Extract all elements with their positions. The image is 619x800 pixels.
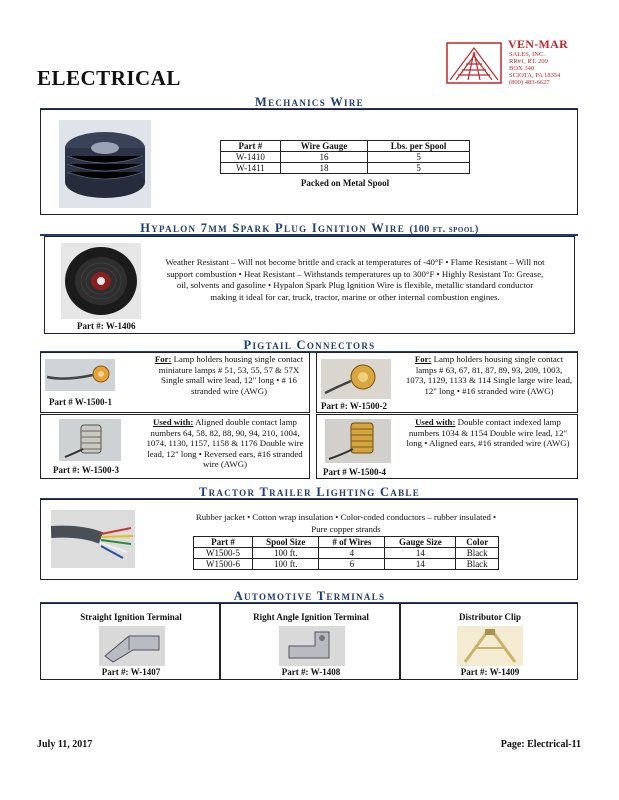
table-cell: W-1411	[221, 163, 281, 174]
pigtail-description	[149, 354, 309, 396]
section-heading-pigtail: Pigtail Connectors	[243, 338, 376, 352]
table-header: Color	[456, 537, 499, 548]
tractor-description: Rubber jacket • Cotton wrap insulation • Color-coded conductors – rubber insulated • Pure copper strands	[195, 512, 497, 534]
part-label: Part #: W-1408	[281, 667, 341, 677]
wire-spool-image-icon	[59, 120, 151, 208]
table-header: Gauge Size	[385, 537, 456, 548]
terminal-title: Straight Ignition Terminal	[80, 612, 182, 622]
packing-note: Packed on Metal Spool	[300, 178, 390, 188]
table-cell: 14	[385, 548, 456, 559]
table-header: Lbs. per Spool	[368, 141, 470, 152]
pigtail-text: Aligned double contact lamp numbers 64, 58, 82, 88, 90, 94, 210, 1004, 1074, 1130, 1157, 1158 & 1176 Double wire lead, 12" long • Reversed ears, #16 stranded wire (AWG)	[146, 417, 304, 469]
terminal-cell	[220, 603, 400, 680]
page-title: ELECTRICAL	[37, 66, 181, 90]
footer-date: July 11, 2017	[37, 739, 93, 750]
pigtail-grid	[40, 352, 578, 479]
table-header: Part #	[221, 141, 281, 152]
hypalon-description: Weather Resistant – Will not become brittle and crack at temperatures of -40°F • Flame Resistant – Will not support combustion • Heat Resistant – Withstands temperatures up to 300°F • Highly Resistant To: Grease, oil, solvents and gasoline • Hypalon Spark Plug Ignition Wire is flexible, metallic standard conductor making it ideal for car, truck, tractor, marine or other internal combustion engines.	[165, 257, 545, 302]
table-header: # of Wires	[319, 537, 385, 548]
table-cell: Black	[456, 559, 499, 570]
company-logo-icon	[446, 42, 502, 84]
table-cell: Black	[456, 548, 499, 559]
pigtail-cell	[316, 352, 578, 413]
distributor-clip-icon	[457, 626, 523, 666]
pigtail-lead: Used with:	[153, 417, 194, 427]
table-cell: 6	[319, 559, 385, 570]
part-label: Part #: W-1409	[460, 667, 520, 677]
pigtail-lead: Used with:	[415, 417, 456, 427]
table-cell: 100 ft.	[253, 559, 319, 570]
table-cell: W-1410	[221, 152, 281, 163]
straight-terminal-icon	[99, 626, 165, 666]
pigtail-description	[405, 354, 573, 396]
part-label: Part #: W-1407	[101, 667, 161, 677]
pigtail-connector-icon	[321, 359, 391, 399]
terminal-title: Right Angle Ignition Terminal	[253, 612, 369, 622]
tractor-table	[193, 536, 499, 570]
pigtail-lead: For:	[414, 354, 432, 364]
table-row	[221, 152, 470, 163]
pigtail-connector-icon	[45, 359, 115, 391]
hypalon-heading-text: Hypalon 7mm Spark Plug Ignition Wire	[140, 221, 405, 235]
pigtail-cell	[40, 414, 310, 479]
table-header: Part #	[194, 537, 253, 548]
footer-page: Page: Electrical-11	[500, 739, 581, 750]
tractor-box	[40, 499, 578, 580]
hypalon-heading-sub: (100 ft. spool)	[409, 224, 479, 235]
terminals-grid	[40, 603, 578, 680]
logo-line: BOX 340	[509, 65, 535, 72]
table-cell: 5	[368, 163, 470, 174]
part-label: Part #: W-1406	[77, 321, 136, 331]
pigtail-cell	[40, 352, 310, 413]
section-heading-tractor-trailer: Tractor Trailer Lighting Cable	[198, 485, 421, 499]
table-row	[194, 548, 499, 559]
section-heading-terminals: Automotive Terminals	[233, 589, 386, 603]
logo-line: (800) 483-6627	[509, 79, 550, 86]
mechanics-wire-box	[40, 109, 578, 215]
table-row	[221, 163, 470, 174]
pigtail-text: Lamp holders housing single contact lamps # 63, 67, 81, 87, 89, 93, 209, 1003, 1073, 1129, 1133 & 114 Single large wire lead, 12" long • #16 stranded wire (AWG)	[405, 354, 573, 396]
table-cell: 4	[319, 548, 385, 559]
table-cell: 16	[280, 152, 367, 163]
table-header: Wire Gauge	[280, 141, 367, 152]
logo-line: SALES, INC.	[509, 51, 545, 58]
table-cell: 5	[368, 152, 470, 163]
pigtail-text: Lamp holders housing single contact miniature lamps # 51, 53, 55, 57 & 57X Single small wire lead, 12" long • # 16 stranded wire (AWG)	[158, 354, 304, 396]
cable-image-icon	[51, 510, 135, 568]
terminal-title: Distributor Clip	[458, 612, 522, 622]
pigtail-description	[403, 417, 573, 449]
table-cell: 100 ft.	[253, 548, 319, 559]
terminal-cell	[400, 603, 578, 680]
pigtail-lead: For:	[154, 354, 172, 364]
pigtail-cell	[316, 414, 578, 479]
pigtail-connector-icon	[325, 419, 391, 463]
pigtail-description	[141, 417, 309, 470]
part-label: Part #: W-1500-3	[53, 465, 119, 475]
right-angle-terminal-icon	[279, 626, 345, 666]
part-label: Part # W-1500-4	[323, 467, 386, 477]
pigtail-text: Double contact indexed lamp numbers 1034 & 1154 Double wire lead, 12" long • Aligned ears, #16 stranded wire (AWG)	[406, 417, 570, 448]
logo-line: RR#1, RT. 209	[509, 58, 548, 65]
table-header: Spool Size	[253, 537, 319, 548]
part-label: Part #: W-1500-2	[321, 401, 387, 411]
pigtail-connector-icon	[59, 419, 121, 461]
part-label: Part # W-1500-1	[49, 397, 112, 407]
table-cell: W1500-5	[194, 548, 253, 559]
section-heading-mechanics-wire: Mechanics Wire	[255, 95, 364, 109]
hypalon-box	[44, 236, 575, 334]
table-cell: 14	[385, 559, 456, 570]
terminal-cell	[40, 603, 220, 680]
mechanics-wire-table	[220, 140, 470, 174]
table-cell: W1500-6	[194, 559, 253, 570]
table-row	[194, 559, 499, 570]
ignition-wire-spool-icon	[61, 243, 141, 319]
logo-line: SCIOTA, PA 18354	[509, 72, 561, 79]
table-cell: 18	[280, 163, 367, 174]
logo-name: VEN-MAR	[508, 37, 569, 51]
